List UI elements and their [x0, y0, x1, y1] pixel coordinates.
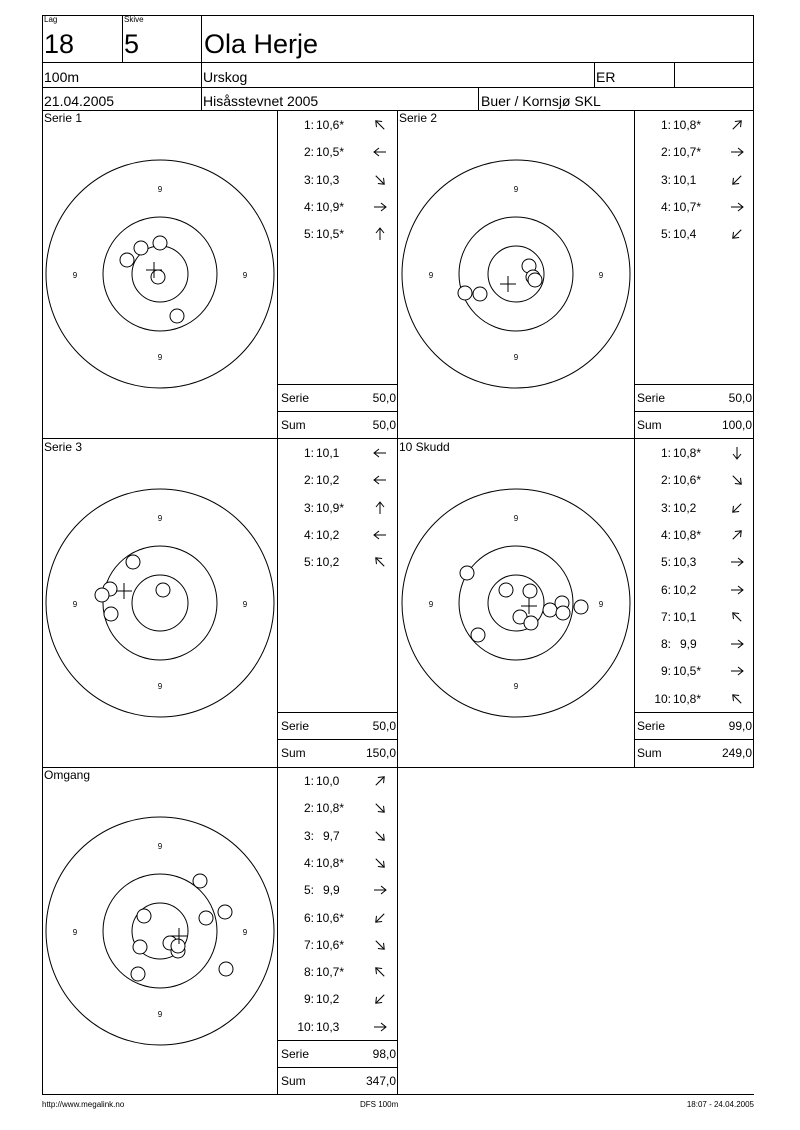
shot-row: [278, 528, 396, 542]
direction-arrow-icon: [729, 636, 745, 652]
shot-row: [278, 992, 396, 1006]
shot-hole: [156, 583, 170, 597]
shot-score: 10,2: [316, 992, 340, 1007]
shot-hole: [556, 606, 570, 620]
shot-number: 3:: [303, 500, 314, 515]
target-serie-2: [400, 158, 632, 390]
shot-hole: [458, 286, 472, 300]
shot-score: 10,6*: [316, 937, 345, 952]
direction-arrow-icon: [372, 527, 388, 543]
venue: Buer / Kornsjø SKL: [481, 93, 601, 109]
ring-label: 9: [157, 682, 163, 691]
shot-hole: [153, 236, 167, 250]
shot-score: 10,7*: [316, 965, 345, 980]
serie-value: 50,0: [372, 719, 396, 733]
target-ring: [459, 217, 573, 331]
footer-timestamp: 18:07 - 24.04.2005: [686, 1100, 754, 1109]
shot-row: [278, 829, 396, 843]
direction-arrow-icon: [729, 691, 745, 707]
shot-score: 10,2: [316, 555, 340, 570]
serie-label: Serie: [281, 719, 310, 733]
ring-label: 9: [513, 185, 519, 194]
shot-hole: [151, 270, 165, 284]
shot-score: 10,7*: [673, 199, 702, 214]
direction-arrow-icon: [729, 226, 745, 242]
shot-number: 5:: [660, 555, 671, 570]
shot-hole: [219, 962, 233, 976]
shooter-name: Ola Herje: [204, 29, 319, 59]
direction-arrow-icon: [372, 554, 388, 570]
shot-hole: [218, 905, 232, 919]
shot-row: [278, 1020, 396, 1034]
shot-score: 10,5*: [316, 227, 345, 242]
shot-row: [635, 200, 753, 214]
sum-value: 249,0: [721, 746, 752, 760]
shot-score: 10,3: [316, 1019, 340, 1034]
shot-score: 10,9*: [316, 500, 345, 515]
skive-value: 5: [124, 29, 140, 59]
shot-number: 7:: [660, 609, 671, 624]
shot-score: 10,8*: [316, 801, 345, 816]
shot-score: 10,1: [673, 172, 697, 187]
direction-arrow-icon: [372, 964, 388, 980]
shot-hole: [460, 566, 474, 580]
panel-title: Omgang: [44, 768, 91, 782]
ring-label: 9: [513, 514, 519, 523]
direction-arrow-icon: [372, 882, 388, 898]
shot-number: 4:: [303, 199, 314, 214]
direction-arrow-icon: [729, 527, 745, 543]
shot-number: 3:: [303, 828, 314, 843]
shot-row: [278, 911, 396, 925]
shot-number: 9:: [303, 992, 314, 1007]
ring-label: 9: [72, 271, 78, 280]
shot-score: 9,9: [680, 637, 697, 652]
shot-row: [278, 501, 396, 515]
shot-number: 5:: [303, 227, 314, 242]
target-serie-3: [44, 487, 276, 719]
sum-label: Sum: [637, 746, 662, 760]
shot-number: 1:: [303, 446, 314, 460]
serie-value: 50,0: [728, 391, 752, 405]
distance: 100m: [44, 69, 80, 85]
direction-arrow-icon: [372, 800, 388, 816]
shot-row: [635, 610, 753, 624]
direction-arrow-icon: [372, 117, 388, 133]
shot-number: 4:: [303, 527, 314, 542]
ring-label: 9: [598, 271, 604, 280]
ring-label: 9: [72, 600, 78, 609]
shot-number: 6:: [660, 582, 671, 597]
serie-value: 50,0: [372, 391, 396, 405]
direction-arrow-icon: [372, 991, 388, 1007]
sum-value: 150,0: [365, 746, 396, 760]
shot-row: [278, 774, 396, 788]
direction-arrow-icon: [372, 828, 388, 844]
shot-number: 6:: [303, 910, 314, 925]
shot-hole: [528, 273, 542, 287]
shot-row: [635, 692, 753, 706]
direction-arrow-icon: [372, 1019, 388, 1035]
direction-arrow-icon: [372, 855, 388, 871]
shot-hole: [473, 287, 487, 301]
shot-hole: [133, 940, 147, 954]
shot-hole: [170, 309, 184, 323]
direction-arrow-icon: [729, 663, 745, 679]
shot-row: [278, 227, 396, 241]
shot-number: 2:: [660, 145, 671, 160]
shot-row: [278, 555, 396, 569]
target-serie-1: [44, 158, 276, 390]
direction-arrow-icon: [729, 500, 745, 516]
shot-row: [635, 501, 753, 515]
lag-label: Lag: [44, 15, 58, 24]
serie-value: 98,0: [372, 1047, 396, 1061]
shot-row: [278, 473, 396, 487]
sum-label: Sum: [281, 746, 306, 760]
shot-score: 10,2: [316, 473, 340, 488]
center-of-impact-marker: [116, 583, 132, 599]
serie-label: Serie: [637, 719, 666, 733]
sum-label: Sum: [281, 1074, 306, 1088]
panel-title: Serie 1: [44, 111, 83, 125]
shot-score: 10,5*: [673, 664, 702, 679]
club: Urskog: [203, 69, 248, 85]
shot-row: [635, 637, 753, 651]
shot-score: 10,3: [673, 555, 697, 570]
direction-arrow-icon: [372, 937, 388, 953]
ring-label: 9: [242, 928, 248, 937]
panel-title: 10 Skudd: [399, 440, 450, 454]
ring-label: 9: [513, 353, 519, 362]
shot-score: 10,8*: [673, 446, 702, 460]
shot-hole: [137, 909, 151, 923]
direction-arrow-icon: [729, 117, 745, 133]
panel-title: Serie 2: [399, 111, 438, 125]
shot-score: 10,8*: [673, 118, 702, 132]
shot-row: [635, 473, 753, 487]
shot-number: 1:: [660, 446, 671, 460]
sum-label: Sum: [281, 418, 306, 432]
serie-label: Serie: [281, 391, 310, 405]
direction-arrow-icon: [729, 472, 745, 488]
shot-number: 7:: [303, 937, 314, 952]
shot-score: 10,4: [673, 227, 697, 242]
shot-number: 3:: [660, 500, 671, 515]
shot-row: [278, 856, 396, 870]
shot-row: [635, 118, 753, 132]
shot-number: 5:: [303, 555, 314, 570]
shot-row: [278, 173, 396, 187]
shot-row: [635, 583, 753, 597]
direction-arrow-icon: [372, 773, 388, 789]
panel-title: Serie 3: [44, 440, 83, 454]
shot-row: [635, 227, 753, 241]
shot-number: 2:: [303, 473, 314, 488]
shot-score: 10,2: [673, 582, 697, 597]
target-ring: [103, 546, 217, 660]
shot-score: 10,7*: [673, 145, 702, 160]
ring-label: 9: [157, 514, 163, 523]
shot-hole: [126, 555, 140, 569]
ring-label: 9: [242, 271, 248, 280]
shot-hole: [471, 628, 485, 642]
direction-arrow-icon: [372, 226, 388, 242]
shot-number: 4:: [303, 855, 314, 870]
shot-score: 10,6*: [673, 473, 702, 488]
target-omgang: [44, 815, 276, 1047]
date: 21.04.2005: [44, 93, 115, 109]
shot-hole: [104, 607, 118, 621]
shot-number: 10:: [297, 1019, 314, 1034]
shot-hole: [120, 253, 134, 267]
shot-hole: [523, 584, 537, 598]
direction-arrow-icon: [372, 910, 388, 926]
ring-label: 9: [598, 600, 604, 609]
shot-row: [278, 801, 396, 815]
ring-label: 9: [72, 928, 78, 937]
shot-hole: [524, 616, 538, 630]
ring-label: 9: [242, 600, 248, 609]
shot-row: [635, 528, 753, 542]
shot-row: [635, 555, 753, 569]
serie-label: Serie: [281, 1047, 310, 1061]
shot-row: [635, 446, 753, 460]
ring-label: 9: [157, 842, 163, 851]
serie-label: Serie: [637, 391, 666, 405]
center-of-impact-marker: [500, 276, 516, 292]
direction-arrow-icon: [372, 199, 388, 215]
shot-score: 10,2: [316, 527, 340, 542]
sum-value: 100,0: [721, 418, 752, 432]
ring-label: 9: [513, 682, 519, 691]
shot-number: 2:: [660, 473, 671, 488]
direction-arrow-icon: [729, 609, 745, 625]
shot-score: 10,8*: [316, 855, 345, 870]
shot-row: [278, 938, 396, 952]
shot-number: 9:: [660, 664, 671, 679]
footer-center: DFS 100m: [360, 1100, 399, 1109]
shot-row: [278, 145, 396, 159]
direction-arrow-icon: [372, 500, 388, 516]
direction-arrow-icon: [372, 172, 388, 188]
shot-row: [635, 173, 753, 187]
shot-score: 10,8*: [673, 691, 702, 706]
target-10-skudd: [400, 487, 632, 719]
direction-arrow-icon: [729, 172, 745, 188]
ring-label: 9: [428, 600, 434, 609]
shot-score: 10,0: [316, 774, 340, 788]
shot-number: 4:: [660, 199, 671, 214]
direction-arrow-icon: [729, 582, 745, 598]
shot-row: [278, 200, 396, 214]
shot-number: 1:: [660, 118, 671, 132]
shot-hole: [193, 874, 207, 888]
shot-number: 8:: [303, 965, 314, 980]
ring-label: 9: [428, 271, 434, 280]
shot-number: 10:: [654, 691, 671, 706]
shot-score: 10,9*: [316, 199, 345, 214]
shot-row: [278, 965, 396, 979]
shot-score: 9,9: [323, 883, 340, 898]
shot-row: [278, 118, 396, 132]
shot-number: 2:: [303, 801, 314, 816]
shot-hole: [95, 588, 109, 602]
lag-value: 18: [44, 29, 75, 59]
shot-number: 2:: [303, 145, 314, 160]
shot-score: 10,6*: [316, 118, 345, 132]
shot-row: [635, 145, 753, 159]
skive-label: Skive: [124, 15, 144, 24]
shot-hole: [199, 911, 213, 925]
shot-row: [635, 664, 753, 678]
serie-value: 99,0: [728, 719, 752, 733]
shot-score: 9,7: [323, 828, 340, 843]
shot-number: 5:: [660, 227, 671, 242]
shot-score: 10,3: [316, 172, 340, 187]
shot-score: 10,5*: [316, 145, 345, 160]
direction-arrow-icon: [729, 144, 745, 160]
shot-number: 3:: [660, 172, 671, 187]
direction-arrow-icon: [372, 445, 388, 461]
shot-score: 10,1: [316, 446, 340, 460]
ring-label: 9: [157, 185, 163, 194]
event-name: Hisåsstevnet 2005: [203, 93, 319, 109]
shot-hole: [131, 967, 145, 981]
sum-value: 50,0: [372, 418, 396, 432]
class: ER: [596, 69, 616, 85]
shot-score: 10,6*: [316, 910, 345, 925]
ring-label: 9: [157, 1010, 163, 1019]
direction-arrow-icon: [372, 472, 388, 488]
shot-hole: [499, 583, 513, 597]
footer-link[interactable]: http://www.megalink.no: [42, 1100, 125, 1109]
shot-score: 10,8*: [673, 527, 702, 542]
shot-number: 5:: [303, 883, 314, 898]
target-ring: [103, 874, 217, 988]
direction-arrow-icon: [729, 199, 745, 215]
ring-label: 9: [157, 353, 163, 362]
shot-hole: [171, 939, 185, 953]
shot-number: 1:: [303, 774, 314, 788]
shot-number: 4:: [660, 527, 671, 542]
direction-arrow-icon: [729, 445, 745, 461]
shot-row: [278, 446, 396, 460]
shot-number: 1:: [303, 118, 314, 132]
shot-hole: [574, 600, 588, 614]
shot-score: 10,1: [673, 609, 697, 624]
shot-row: [278, 883, 396, 897]
shot-number: 3:: [303, 172, 314, 187]
sum-label: Sum: [637, 418, 662, 432]
sum-value: 347,0: [365, 1074, 396, 1088]
shot-hole: [134, 241, 148, 255]
direction-arrow-icon: [729, 554, 745, 570]
shot-number: 8:: [660, 637, 671, 652]
shot-score: 10,2: [673, 500, 697, 515]
direction-arrow-icon: [372, 144, 388, 160]
